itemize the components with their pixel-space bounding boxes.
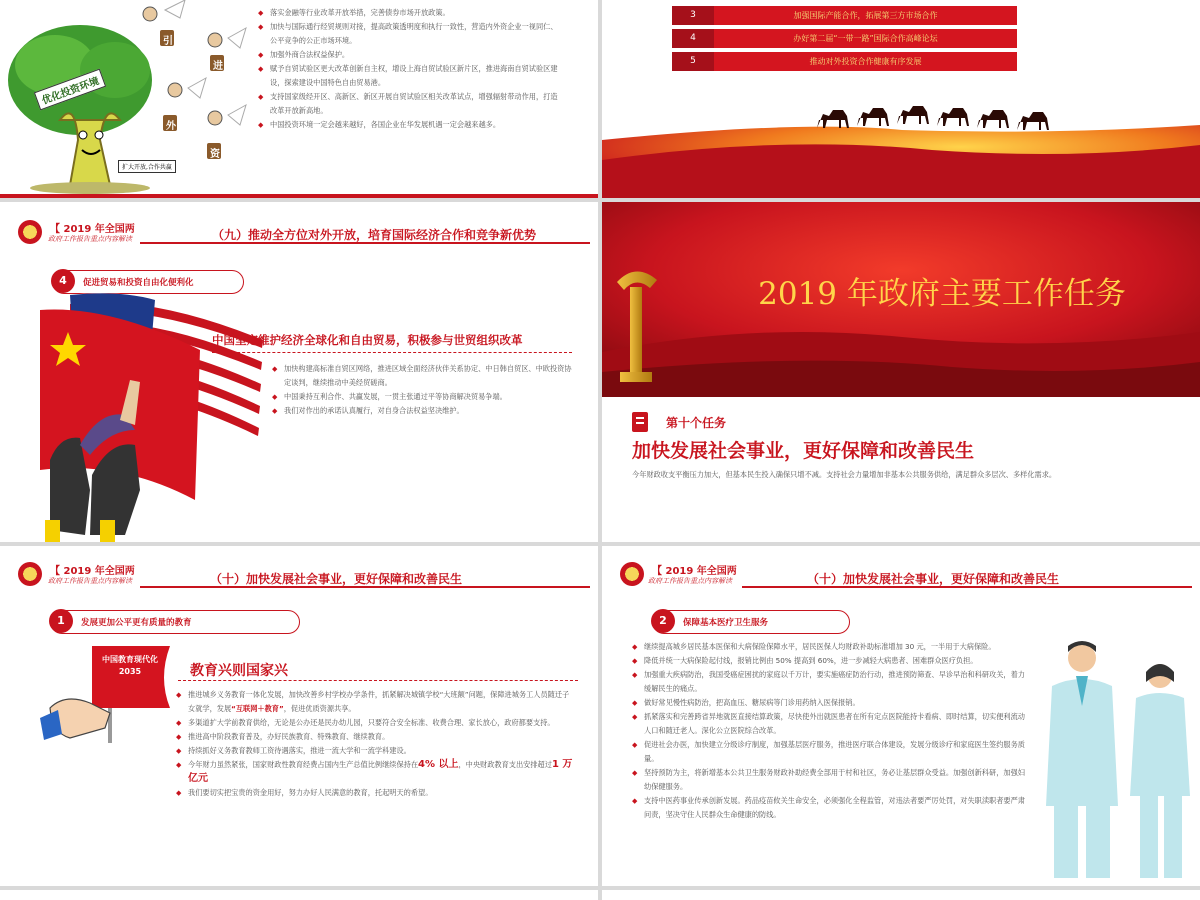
bullet: ◆ 支持中医药事业传承创新发展。药品疫苗攸关生命安全，必须强化全程监管，对违法者要严厉处罚，对失职渎职者要严肃问责，坚决守住人民群众生命健康的防线。	[632, 794, 1032, 822]
healthcare-bullets	[632, 640, 1032, 822]
slide-education[interactable]	[0, 546, 598, 886]
pill-number: 4	[51, 269, 75, 293]
slide-partial	[602, 890, 1200, 900]
slide-healthcare[interactable]	[602, 546, 1200, 886]
header-rule	[742, 586, 1192, 588]
bullet: ◆ 促进社会办医，加快建立分级诊疗制度，加强基层医疗服务，推进医疗联合体建设，发展分级诊疗和家庭医生签约服务质量。	[632, 738, 1032, 766]
logo-title: 【 2019 年全国两	[50, 224, 135, 235]
row-num: 4	[672, 29, 714, 48]
bullet: ◆ 落实金融等行业改革开放举措，完善债券市场开放政策。	[258, 6, 558, 20]
row-num: 3	[672, 6, 714, 25]
tree-small-sign: 扩大开放,合作共赢	[118, 160, 176, 173]
logo-subtitle: 政府工作报告重点内容解读	[48, 235, 132, 243]
bullet: ◆ 支持国家级经开区、高新区、新区开展自贸试验区相关改革试点，增强辐射带动作用，打造改革开放新高地。	[258, 90, 558, 118]
section-header: （十）加快发展社会事业，更好保障和改善民生	[807, 572, 1060, 586]
subtitle-rule	[178, 680, 578, 681]
bag-label: 外	[166, 121, 176, 132]
document-icon	[632, 412, 648, 432]
pill-text: 促进贸易和投资自由化便利化	[83, 278, 194, 288]
bullet: ◆ 中国秉持互利合作、共赢发展，一贯主张通过平等协商解决贸易争端。	[272, 390, 572, 404]
trade-bullets	[272, 362, 572, 418]
table-row	[672, 29, 1017, 48]
task-body: 今年财政收支平衡压力加大，但基本民生投入确保只增不减。支持社会力量增加非基本公共服务供给，满足群众多层次、多样化需求。	[632, 470, 1057, 479]
row-num: 5	[672, 52, 714, 71]
bullet: ◆ 我们要切实把宝贵的资金用好，努力办好人民满意的教育，托起明天的希望。	[176, 786, 576, 800]
slide-partial	[0, 890, 598, 900]
pill-number: 1	[49, 609, 73, 633]
bullet: ◆ 降低并统一大病保险起付线，报销比例由 50% 提高到 60%，进一步减轻大病患者、困难群众医疗负担。	[632, 654, 1032, 668]
slide-task-ten[interactable]	[602, 202, 1200, 542]
logo-subtitle: 政府工作报告重点内容解读	[648, 577, 732, 585]
section-header: （九）推动全方位对外开放，培育国际经济合作和竞争新优势	[212, 228, 537, 242]
investment-bullets	[258, 6, 558, 132]
pill-text: 发展更加公平更有质量的教育	[81, 618, 192, 628]
bullet: ◆ 中国投资环境一定会越来越好，各国企业在华发展机遇一定会越来越多。	[258, 118, 558, 132]
flags-handshake-illustration	[30, 290, 280, 542]
pill-text: 保障基本医疗卫生服务	[683, 618, 769, 628]
pill-number: 2	[651, 609, 675, 633]
subtitle: 教育兴则国家兴	[190, 663, 288, 679]
tree-sign: 优化投资环境	[34, 69, 106, 111]
bullet: ◆ 多渠道扩大学前教育供给，无论是公办还是民办幼儿园，只要符合安全标准、收费合理、家长放心，政府都要支持。	[176, 716, 576, 730]
slide-title: 2019 年政府主要工作任务	[758, 276, 1126, 312]
bag-label: 进	[213, 61, 223, 72]
bullet: ◆ 赋予自贸试验区更大改革创新自主权，增设上海自贸试验区新片区，推进海南自贸试验区建设，探索建设中国特色自由贸易港。	[258, 62, 558, 90]
bullet: ◆ 加强重大疾病防治，我国受癌症困扰的家庭以千万计，要实施癌症防治行动，推进预防筛查、早诊早治和科研攻关，着力缓解民生的痛点。	[632, 668, 1032, 696]
row-text: 加强国际产能合作，拓展第三方市场合作	[714, 6, 1017, 25]
bullet: ◆ 加强外商合法权益保护。	[258, 48, 558, 62]
bullet: ◆ 今年财力虽然紧张，国家财政性教育经费占国内生产总值比例继续保持在4% 以上，中央财政教育支出安排超过1 万亿元	[176, 758, 576, 786]
logo-title: 【 2019 年全国两	[50, 566, 135, 577]
national-emblem-icon	[620, 562, 644, 586]
section-pill	[652, 610, 850, 634]
subtitle-rule	[212, 352, 572, 353]
bullet: ◆ 持续抓好义务教育教师工资待遇落实，推进一流大学和一流学科建设。	[176, 744, 576, 758]
header-rule	[140, 242, 590, 244]
bullet: ◆ 抓紧落实和完善跨省异地就医直接结算政策，尽快使外出就医患者在所有定点医院能持卡看病、即时结算，切实便利流动人口和随迁老人。深化公立医院综合改革。	[632, 710, 1032, 738]
table-row	[672, 6, 1017, 25]
header-rule	[140, 586, 590, 588]
national-emblem-icon	[18, 220, 42, 244]
task-label: 第十个任务	[666, 416, 727, 430]
row-text: 办好第二届“一带一路”国际合作高峰论坛	[714, 29, 1017, 48]
logo-title: 【 2019 年全国两	[652, 566, 737, 577]
bullet: ◆ 做好常见慢性病防治，把高血压、糖尿病等门诊用药纳入医保报销。	[632, 696, 1032, 710]
bullet: ◆ 我们对作出的承诺认真履行，对自身合法权益坚决维护。	[272, 404, 572, 418]
row-table	[672, 6, 1017, 71]
section-header: （十）加快发展社会事业，更好保障和改善民生	[210, 572, 463, 586]
education-bullets	[176, 688, 576, 800]
row-text: 推动对外投资合作健康有序发展	[714, 52, 1017, 71]
slide-investment-environment[interactable]	[0, 0, 598, 198]
flag-text: 中国教育现代化 2035	[102, 655, 158, 676]
bullet: ◆ 加快构建高标准自贸区网络，推进区域全面经济伙伴关系协定、中日韩自贸区、中欧投资协定谈判，继续推动中美经贸磋商。	[272, 362, 572, 390]
bullet: ◆ 坚持预防为主，将新增基本公共卫生服务财政补助经费全部用于村和社区，务必让基层群众受益。加强创新科研，加强妇幼保健服务。	[632, 766, 1032, 794]
national-emblem-icon	[18, 562, 42, 586]
bullet: ◆ 继续提高城乡居民基本医保和大病保险保障水平，居民医保人均财政补助标准增加 30 元，一半用于大病保险。	[632, 640, 1032, 654]
slide-belt-road[interactable]	[602, 0, 1200, 198]
subtitle: 中国坚定维护经济全球化和自由贸易，积极参与世贸组织改革	[212, 333, 523, 347]
bag-label: 资	[210, 149, 220, 160]
logo-subtitle: 政府工作报告重点内容解读	[48, 577, 132, 585]
section-pill	[50, 610, 300, 634]
bullet: ◆ 推进高中阶段教育普及，办好民族教育、特殊教育、继续教育。	[176, 730, 576, 744]
bullet: ◆ 推进城乡义务教育一体化发展，加快改善乡村学校办学条件，抓紧解决城镇学校“大班额”问题，保障进城务工人员随迁子女就学，发展“互联网＋教育”，促进优质资源共享。	[176, 688, 576, 716]
task-heading: 加快发展社会事业，更好保障和改善民生	[632, 440, 975, 462]
desert-camel-silhouette	[602, 80, 1200, 198]
doctors-illustration	[1032, 636, 1200, 886]
bottom-red-bar	[0, 194, 598, 198]
slide-trade-liberalization[interactable]	[0, 202, 598, 542]
table-row	[672, 52, 1017, 71]
bullet: ◆ 加快与国际通行经贸规则对接，提高政策透明度和执行一致性，营造内外资企业一视同仁、公平竞争的公正市场环境。	[258, 20, 558, 48]
bag-label: 引	[163, 36, 173, 47]
